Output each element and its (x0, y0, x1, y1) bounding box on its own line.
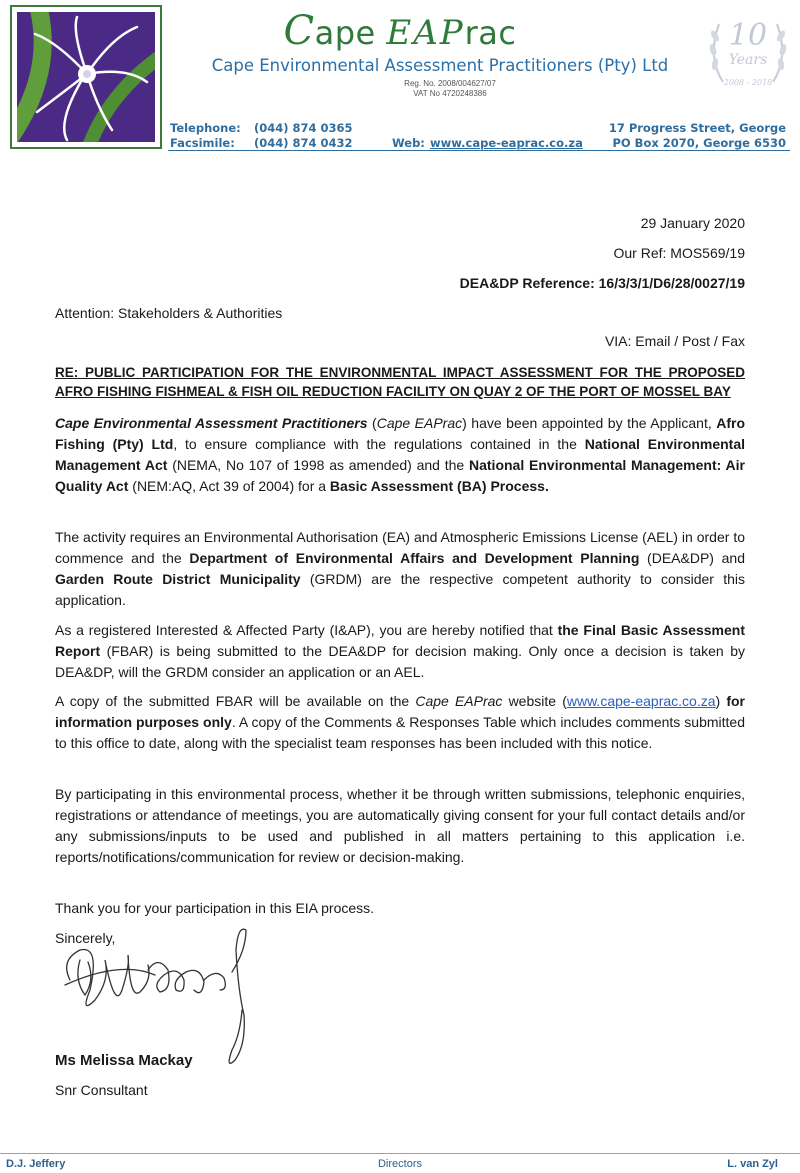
applicant-name: Afro Fishing (Pty) Ltd (55, 415, 746, 452)
text-run: A copy of the submitted FBAR will be available on the (55, 693, 416, 709)
deadp-name: Department of Environmental Affairs and Development Planning (189, 550, 640, 566)
telephone-number: (044) 874 0365 (254, 121, 353, 135)
text-run: , to ensure compliance with the regulations contained in the (173, 436, 585, 452)
eaprac-name: Cape Environmental Assessment Practitioners (55, 415, 368, 431)
nemaq-name: National Environmental Management: Air Quality Act (55, 457, 745, 494)
reg-number: Reg. No. 2008/004627/07 (404, 79, 496, 88)
ba-process: Basic Assessment (BA) Process. (329, 478, 549, 494)
footer-directors-label: Directors (377, 1158, 422, 1170)
signatory-title: Snr Consultant (55, 1082, 148, 1098)
paragraph-appointment (55, 413, 745, 497)
postal-address: PO Box 2070, George 6530 (612, 136, 786, 150)
attention-line: Attention: Stakeholders & Authorities (55, 305, 283, 321)
anniversary-word: Years (728, 52, 768, 68)
grdm-name: Garden Route District Municipality (55, 571, 301, 587)
footer-divider (0, 1153, 800, 1154)
delivery-via: VIA: Email / Post / Fax (604, 333, 745, 349)
brand-title (250, 8, 550, 54)
handwritten-signature (60, 920, 280, 1070)
brand-word-rac: rac (464, 14, 517, 52)
text-run: The activity requires an Environmental Authorisation (EA) and Atmospheric Emissions License (AEL) in order to commence and the (55, 529, 745, 566)
footer-director-right: L. van Zyl (727, 1158, 778, 1170)
anniversary-years: 2008 - 2018 (723, 78, 773, 87)
info-purposes: for information purposes only (55, 693, 746, 730)
text-run: . A copy of the Comments & Responses Table which includes comments submitted to this office to date, along with the specialist team responses has been included with this notice. (55, 714, 745, 751)
signatory-name: Ms Melissa Mackay (55, 1052, 193, 1069)
brand-word-ape: ape (314, 14, 387, 52)
brand-word-eap: EAP (386, 13, 465, 53)
footer-director-left: D.J. Jeffery (6, 1158, 66, 1170)
letter-date: 29 January 2020 (640, 215, 745, 231)
web-label: Web: (392, 136, 425, 150)
text-run: (DEA&DP) and (639, 550, 745, 566)
registration-info (250, 79, 650, 99)
fax-number: (044) 874 0432 (254, 136, 353, 150)
nema-name: National Environmental Management Act (55, 436, 745, 473)
company-name: Cape Environmental Assessment Practitioners (Pty) Ltd (211, 56, 669, 75)
text-run: ( (367, 415, 377, 431)
our-reference: Our Ref: MOS569/19 (613, 245, 745, 261)
paragraph-consent: By participating in this environmental process, whether it be through written submissions, telephonic enquiries, registrations or attendance of meetings, you are automatically giving consent for your full contact details and/or any submissions/inputs to be used and published in all matters pertaining to this application i.e. reports/notifications/communication for review or decision-making. (55, 786, 745, 865)
website-body-link[interactable]: www.cape-eaprac.co.za (566, 693, 716, 709)
anniversary-number: 10 (728, 18, 768, 53)
subject-line: RE: PUBLIC PARTICIPATION FOR THE ENVIRONMENTAL IMPACT ASSESSMENT FOR THE PROPOSED AFRO FISHING FISHMEAL & FISH OIL REDUCTION FACILITY ON QUAY 2 OF THE PORT OF MOSSEL BAY (55, 365, 745, 399)
closing: Sincerely, (55, 930, 116, 946)
text-run: website ( (502, 693, 567, 709)
fax-label: Facsimile: (170, 136, 235, 150)
company-logo (10, 5, 162, 149)
paragraph-notification (55, 620, 745, 683)
deadp-reference: DEA&DP Reference: 16/3/3/1/D6/28/0027/19 (459, 275, 745, 291)
street-address: 17 Progress Street, George (608, 121, 786, 135)
eaprac-short: Cape EAPrac (415, 693, 503, 709)
paragraph-availability (55, 691, 745, 754)
website-link[interactable]: www.cape-eaprac.co.za (430, 136, 583, 150)
text-run: (NEMA, No 107 of 1998 as amended) and the (167, 457, 469, 473)
anniversary-badge (705, 12, 791, 94)
header-divider (168, 150, 790, 151)
text-run: ) have been appointed by the Applicant, (462, 415, 717, 431)
paragraph-thanks: Thank you for your participation in this EIA process. (55, 900, 375, 916)
vat-number: VAT No 4720248386 (413, 89, 487, 98)
lily-flower-icon (17, 12, 155, 142)
text-run: As a registered Interested & Affected Party (I&AP), you are hereby notified that (55, 622, 558, 638)
text-run: (NEM:AQ, Act 39 of 2004) for a (128, 478, 330, 494)
text-run: ) (715, 693, 727, 709)
eaprac-short: Cape EAPrac (376, 415, 463, 431)
telephone-label: Telephone: (170, 121, 241, 135)
paragraph-authorisation (55, 527, 745, 611)
text-run: (GRDM) are the respective competent authority to consider this application. (55, 571, 745, 608)
brand-letter-c: C (283, 8, 315, 54)
fbar-name: the Final Basic Assessment Report (55, 622, 745, 659)
text-run: (FBAR) is being submitted to the DEA&DP for decision making. Only once a decision is taken by DEA&DP, will the GRDM consider an application or an AEL. (55, 643, 745, 680)
